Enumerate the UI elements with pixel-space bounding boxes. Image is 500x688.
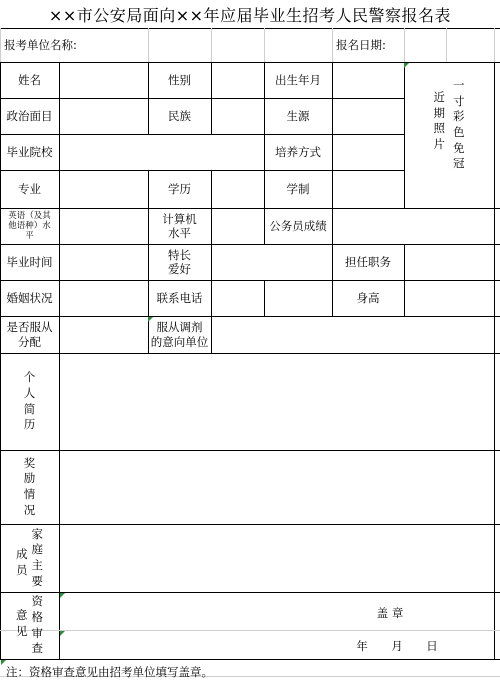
month-label: 月 [391, 638, 403, 653]
obey-unit-label-line1: 服从调剂 [156, 320, 203, 335]
training-label: 培养方式 [275, 144, 321, 159]
civil-exam-label: 公务员成绩 [269, 218, 327, 233]
ethnic-label: 民族 [168, 108, 191, 123]
review-b-char: 格 [31, 609, 43, 624]
family-a-char: 员 [16, 563, 28, 577]
language-label [0, 208, 59, 244]
awards-char: 况 [23, 502, 36, 517]
height-label: 身高 [356, 290, 380, 305]
photo-b-char: 片 [433, 137, 445, 151]
photo-char: 免 [453, 140, 465, 155]
language-label-line3: 平 [25, 231, 34, 242]
position-label: 担任职务 [345, 254, 391, 269]
family-b-char: 家 [31, 526, 43, 541]
review-b-char: 审 [31, 625, 43, 640]
awards-char: 情 [23, 487, 36, 501]
phone-label: 联系电话 [156, 290, 203, 305]
photo-char: 色 [453, 125, 465, 139]
footnote: 注：资格审查意见由招考单位填写盖章。 [6, 665, 213, 679]
photo-b-char: 照 [433, 121, 445, 136]
seal-label: 盖 章 [376, 605, 404, 620]
review-a-char: 意 [16, 607, 28, 622]
awards-char: 励 [23, 471, 36, 486]
family-a-char: 成 [16, 547, 28, 562]
review-label-col1 [16, 608, 28, 639]
photo-char: 寸 [453, 93, 465, 108]
obey-label-line1: 是否服从 [6, 320, 53, 335]
language-label-line1: 英语（及其 [8, 210, 51, 221]
resume-char: 个 [23, 370, 36, 385]
unit-name-label: 报考单位名称: [4, 37, 77, 52]
marital-label: 婚姻状况 [6, 290, 53, 305]
awards-label-text [24, 456, 36, 518]
education-label: 学历 [168, 181, 191, 196]
review-label-col2 [32, 594, 44, 656]
obey-unit-label-line2: 的意向单位 [150, 334, 209, 349]
computer-label-line2: 水平 [168, 226, 191, 240]
photo-char: 彩 [453, 109, 465, 124]
name-label: 姓名 [18, 72, 41, 87]
resume-char: 人 [23, 385, 36, 400]
photo-note-size [453, 78, 465, 171]
obey-label [0, 316, 59, 353]
photo-b-char: 期 [433, 105, 445, 120]
resume-label-text [24, 370, 36, 432]
duration-label: 学制 [286, 181, 310, 196]
photo-note-recent [434, 90, 446, 152]
review-b-char: 资 [31, 594, 43, 609]
year-label: 年 [356, 638, 368, 653]
photo-b-char: 近 [433, 90, 445, 105]
review-label [0, 592, 59, 659]
day-label: 日 [426, 638, 438, 653]
photo-cell[interactable] [404, 62, 494, 208]
special-label [148, 244, 211, 280]
obey-unit-label [148, 316, 211, 353]
photo-char: 冠 [453, 156, 465, 171]
photo-char: 一 [453, 78, 465, 93]
computer-label-line1: 计算机 [162, 211, 197, 226]
resume-label [0, 353, 59, 450]
origin-label: 生源 [286, 108, 310, 123]
school-label: 毕业院校 [6, 144, 53, 159]
gender-label: 性别 [168, 72, 191, 87]
family-b-char: 要 [31, 573, 43, 588]
review-a-char: 见 [16, 623, 28, 638]
form-title: ××市公安局面向××年应届毕业生招考人民警察报名表 [48, 5, 452, 25]
family-label-col2 [32, 527, 44, 589]
politics-label: 政治面目 [6, 108, 53, 123]
resume-char: 历 [23, 417, 36, 432]
awards-label [0, 450, 59, 524]
family-b-char: 主 [31, 558, 43, 572]
obey-label-line2: 分配 [18, 334, 41, 349]
grad-time-label: 毕业时间 [6, 254, 53, 269]
major-label: 专业 [18, 181, 41, 196]
family-label-col1 [16, 547, 28, 578]
family-label [0, 524, 59, 592]
computer-label [148, 208, 211, 244]
family-b-char: 庭 [31, 542, 43, 557]
birth-label: 出生年月 [275, 72, 321, 87]
date-label: 报名日期: [336, 37, 386, 52]
special-label-line2: 爱好 [168, 262, 191, 276]
resume-char: 简 [23, 401, 36, 416]
awards-char: 奖 [23, 455, 36, 470]
language-label-line2: 他语种）水 [8, 220, 51, 231]
review-b-char: 查 [31, 641, 43, 656]
special-label-line1: 特长 [168, 247, 191, 262]
